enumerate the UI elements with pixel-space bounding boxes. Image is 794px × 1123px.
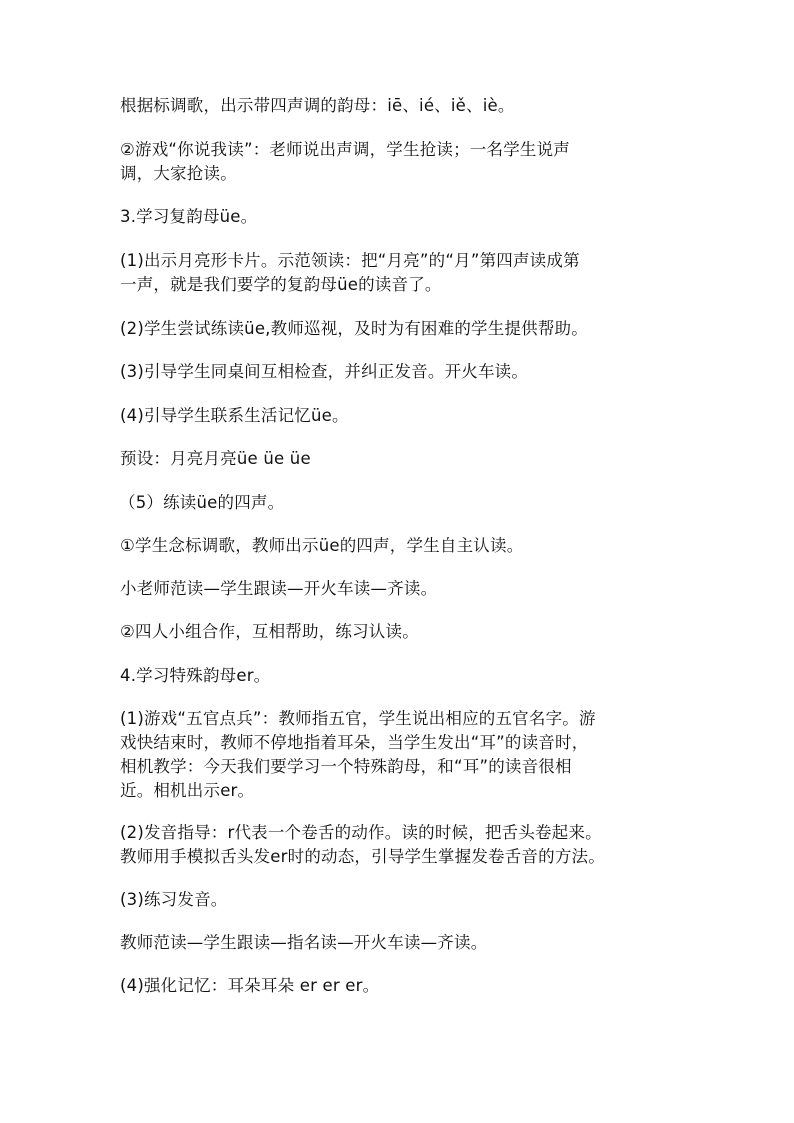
paragraph-line: 教师用手模拟舌头发er时的动态，引导学生掌握发卷舌音的方法。 bbox=[120, 847, 605, 866]
paragraph-line: 教师范读—学生跟读—指名读—开火车读—齐读。 bbox=[120, 933, 488, 952]
paragraph-line: (2)学生尝试练读üe,教师巡视，及时为有困难的学生提供帮助。 bbox=[120, 319, 588, 338]
paragraph-line: ②游戏“你说我读”：老师说出声调，学生抢读；一名学生说声 bbox=[120, 140, 570, 159]
paragraph-line: (2)发音指导：r代表一个卷舌的动作。读的时候，把舌头卷起来。 bbox=[120, 823, 602, 842]
paragraph-line: (3)练习发音。 bbox=[120, 890, 228, 909]
paragraph-line: （5）练读üe的四声。 bbox=[119, 493, 285, 512]
section-heading: 3.学习复韵母üe。 bbox=[120, 207, 258, 226]
paragraph-line: (3)引导学生同桌间互相检查，并纠正发音。开火车读。 bbox=[120, 362, 529, 381]
paragraph-line: 近。相机出示er。 bbox=[120, 781, 255, 800]
paragraph-line: 根据标调歌，出示带四声调的韵母：iē、ié、iě、iè。 bbox=[120, 96, 515, 115]
paragraph-line: (4)强化记忆：耳朵耳朵 er er er。 bbox=[120, 976, 380, 995]
paragraph-line: (1)出示月亮形卡片。示范领读：把“月亮”的“月”第四声读成第 bbox=[120, 251, 580, 270]
paragraph-line: ②四人小组合作，互相帮助，练习认读。 bbox=[120, 622, 419, 641]
section-heading: 4.学习特殊韵母er。 bbox=[120, 666, 271, 685]
paragraph-line: 戏快结束时，教师不停地指着耳朵，当学生发出“耳”的读音时， bbox=[120, 733, 589, 752]
paragraph-line: 一声，就是我们要学的复韵母üe的读音了。 bbox=[120, 275, 442, 294]
paragraph-line: 调，大家抢读。 bbox=[120, 164, 237, 183]
paragraph-line: 相机教学：今天我们要学习一个特殊韵母，和“耳”的读音很相 bbox=[120, 757, 572, 776]
paragraph-line: 小老师范读—学生跟读—开火车读—齐读。 bbox=[120, 579, 438, 598]
paragraph-line: 预设：月亮月亮üe üe üe bbox=[120, 449, 311, 468]
paragraph-line: (1)游戏“五官点兵”：教师指五官，学生说出相应的五官名字。游 bbox=[120, 709, 596, 728]
paragraph-line: ①学生念标调歌，教师出示üe的四声，学生自主认读。 bbox=[120, 536, 524, 555]
paragraph-line: (4)引导学生联系生活记忆üe。 bbox=[120, 406, 349, 425]
